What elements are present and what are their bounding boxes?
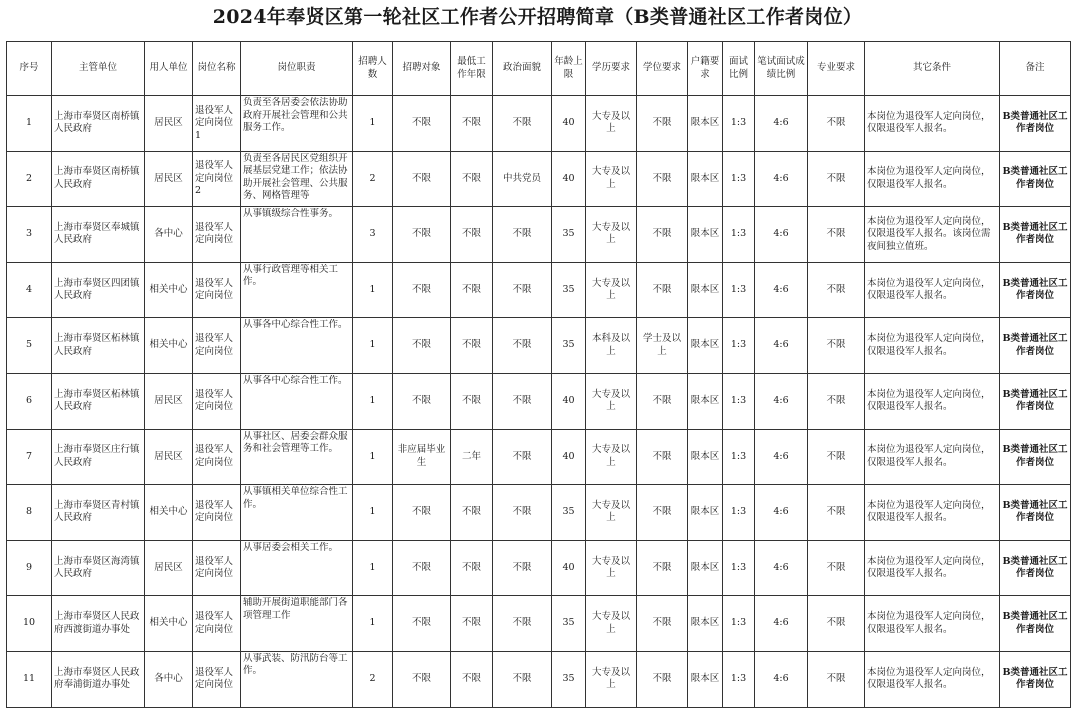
row-number: 5 [7,318,52,374]
min-years-cell: 不限 [451,318,493,374]
education-cell: 大专及以上 [586,373,637,429]
employer-cell: 居民区 [145,373,193,429]
target-cell: 不限 [393,318,451,374]
duty-cell [241,429,353,485]
min-years-cell: 不限 [451,540,493,596]
column-header: 用人单位 [145,42,193,96]
table-row [7,151,1071,207]
table-row [7,429,1071,485]
education-cell: 大专及以上 [586,207,637,263]
interview-ratio-cell: 1:3 [723,207,755,263]
table-row [7,96,1071,152]
target-cell: 不限 [393,540,451,596]
post-name-cell: 退役军人定向岗位 [193,651,241,707]
political-status-cell: 中共党员 [493,151,552,207]
score-ratio-cell: 4:6 [755,262,808,318]
row-number: 7 [7,429,52,485]
other-conditions-cell: 本岗位为退役军人定向岗位，仅限退役军人报名。 [865,540,1000,596]
duty-cell [241,540,353,596]
other-conditions-cell: 本岗位为退役军人定向岗位，仅限退役军人报名。 [865,151,1000,207]
duty-cell [241,262,353,318]
hire-count-cell: 1 [353,373,393,429]
supervising-dept-cell: 上海市奉贤区四团镇人民政府 [52,262,145,318]
education-cell: 大专及以上 [586,651,637,707]
min-years-cell: 二年 [451,429,493,485]
table-row [7,207,1071,263]
degree-cell: 不限 [637,596,688,652]
age-limit-cell: 35 [552,651,586,707]
supervising-dept-cell: 上海市奉贤区奉城镇人民政府 [52,207,145,263]
duty-text: 从事镇级综合性事务。 [243,208,339,220]
min-years-cell: 不限 [451,151,493,207]
column-header: 岗位名称 [193,42,241,96]
major-cell: 不限 [808,429,865,485]
column-header: 专业要求 [808,42,865,96]
other-conditions-cell: 本岗位为退役军人定向岗位，仅限退役军人报名。 [865,262,1000,318]
hire-count-cell: 1 [353,540,393,596]
political-status-cell: 不限 [493,540,552,596]
column-header: 序号 [7,42,52,96]
employer-cell: 相关中心 [145,485,193,541]
other-conditions-cell: 本岗位为退役军人定向岗位，仅限退役军人报名。 [865,318,1000,374]
political-status-cell: 不限 [493,96,552,152]
duty-text: 从事镇相关单位综合性工作。 [243,486,348,510]
column-header: 政治面貌 [493,42,552,96]
supervising-dept-cell: 上海市奉贤区南桥镇人民政府 [52,151,145,207]
remark-cell: B类普通社区工作者岗位 [1000,207,1071,263]
interview-ratio-cell: 1:3 [723,373,755,429]
min-years-cell: 不限 [451,207,493,263]
min-years-cell: 不限 [451,485,493,541]
supervising-dept-cell: 上海市奉贤区青村镇人民政府 [52,485,145,541]
hukou-cell: 限本区 [688,596,723,652]
education-cell: 大专及以上 [586,262,637,318]
post-name-cell: 退役军人定向岗位2 [193,151,241,207]
min-years-cell: 不限 [451,651,493,707]
education-cell: 大专及以上 [586,429,637,485]
interview-ratio-cell: 1:3 [723,318,755,374]
employer-cell: 相关中心 [145,318,193,374]
duty-cell [241,207,353,263]
column-header: 面试比例 [723,42,755,96]
political-status-cell: 不限 [493,373,552,429]
target-cell: 不限 [393,485,451,541]
post-name-cell: 退役军人定向岗位 [193,429,241,485]
table-row [7,318,1071,374]
political-status-cell: 不限 [493,318,552,374]
duty-text: 从事各中心综合性工作。 [243,374,348,386]
hukou-cell: 限本区 [688,318,723,374]
hire-count-cell: 3 [353,207,393,263]
supervising-dept-cell: 上海市奉贤区柘林镇人民政府 [52,373,145,429]
duty-text: 从事行政管理等相关工作。 [243,263,339,288]
post-name-cell: 退役军人定向岗位 [193,540,241,596]
table-header-row [7,42,1071,96]
degree-cell: 不限 [637,540,688,596]
age-limit-cell: 40 [552,96,586,152]
remark-cell: B类普通社区工作者岗位 [1000,429,1071,485]
political-status-cell: 不限 [493,485,552,541]
min-years-cell: 不限 [451,373,493,429]
page-title: 2024年奉贤区第一轮社区工作者公开招聘简章（B类普通社区工作者岗位） [212,6,863,28]
hire-count-cell: 2 [353,151,393,207]
hire-count-cell: 1 [353,262,393,318]
duty-text: 从事武装、防汛防台等工作。 [243,652,348,677]
hukou-cell: 限本区 [688,207,723,263]
hire-count-cell: 1 [353,485,393,541]
duty-text: 负责至各居民区党组织开展基层党建工作；依法协助开展社会管理、公共服务、网格管理等 [243,152,348,202]
column-header: 学历要求 [586,42,637,96]
hire-count-cell: 1 [353,96,393,152]
hire-count-cell: 1 [353,596,393,652]
age-limit-cell: 40 [552,429,586,485]
major-cell: 不限 [808,540,865,596]
supervising-dept-cell: 上海市奉贤区人民政府奉浦街道办事处 [52,651,145,707]
education-cell: 大专及以上 [586,540,637,596]
age-limit-cell: 35 [552,318,586,374]
remark-cell: B类普通社区工作者岗位 [1000,651,1071,707]
hukou-cell: 限本区 [688,151,723,207]
hukou-cell: 限本区 [688,262,723,318]
score-ratio-cell: 4:6 [755,651,808,707]
post-name-cell: 退役军人定向岗位 [193,318,241,374]
row-number: 10 [7,596,52,652]
row-number: 11 [7,651,52,707]
interview-ratio-cell: 1:3 [723,651,755,707]
post-name-cell: 退役军人定向岗位1 [193,96,241,152]
column-header: 笔试面试成绩比例 [755,42,808,96]
target-cell: 不限 [393,373,451,429]
table-row [7,540,1071,596]
supervising-dept-cell: 上海市奉贤区人民政府西渡街道办事处 [52,596,145,652]
table-row [7,262,1071,318]
target-cell: 不限 [393,262,451,318]
political-status-cell: 不限 [493,262,552,318]
score-ratio-cell: 4:6 [755,429,808,485]
hire-count-cell: 1 [353,429,393,485]
table-row [7,651,1071,707]
min-years-cell: 不限 [451,262,493,318]
remark-cell: B类普通社区工作者岗位 [1000,540,1071,596]
post-name-cell: 退役军人定向岗位 [193,207,241,263]
interview-ratio-cell: 1:3 [723,262,755,318]
political-status-cell: 不限 [493,207,552,263]
remark-cell: B类普通社区工作者岗位 [1000,151,1071,207]
score-ratio-cell: 4:6 [755,596,808,652]
interview-ratio-cell: 1:3 [723,96,755,152]
column-header: 备注 [1000,42,1071,96]
column-header: 主管单位 [52,42,145,96]
other-conditions-cell: 本岗位为退役军人定向岗位，仅限退役军人报名。 [865,373,1000,429]
other-conditions-cell: 本岗位为退役军人定向岗位，仅限退役军人报名。 [865,596,1000,652]
education-cell: 大专及以上 [586,485,637,541]
score-ratio-cell: 4:6 [755,318,808,374]
degree-cell: 不限 [637,373,688,429]
major-cell: 不限 [808,373,865,429]
remark-cell: B类普通社区工作者岗位 [1000,596,1071,652]
target-cell: 不限 [393,96,451,152]
degree-cell: 不限 [637,429,688,485]
remark-cell: B类普通社区工作者岗位 [1000,262,1071,318]
employer-cell: 各中心 [145,207,193,263]
major-cell: 不限 [808,207,865,263]
education-cell: 大专及以上 [586,151,637,207]
other-conditions-cell: 本岗位为退役军人定向岗位，仅限退役军人报名。 [865,485,1000,541]
duty-cell [241,651,353,707]
column-header: 户籍要求 [688,42,723,96]
hukou-cell: 限本区 [688,540,723,596]
degree-cell: 不限 [637,96,688,152]
remark-cell: B类普通社区工作者岗位 [1000,318,1071,374]
supervising-dept-cell: 上海市奉贤区南桥镇人民政府 [52,96,145,152]
supervising-dept-cell: 上海市奉贤区庄行镇人民政府 [52,429,145,485]
other-conditions-cell: 本岗位为退役军人定向岗位，仅限退役军人报名。 [865,651,1000,707]
employer-cell: 相关中心 [145,262,193,318]
age-limit-cell: 35 [552,485,586,541]
remark-cell: B类普通社区工作者岗位 [1000,485,1071,541]
age-limit-cell: 40 [552,151,586,207]
duty-cell [241,96,353,152]
political-status-cell: 不限 [493,651,552,707]
hukou-cell: 限本区 [688,651,723,707]
score-ratio-cell: 4:6 [755,207,808,263]
column-header: 学位要求 [637,42,688,96]
score-ratio-cell: 4:6 [755,485,808,541]
row-number: 8 [7,485,52,541]
education-cell: 大专及以上 [586,596,637,652]
employer-cell: 居民区 [145,429,193,485]
duty-text: 从事各中心综合性工作。 [243,319,348,331]
education-cell: 大专及以上 [586,96,637,152]
duty-text: 辅助开展街道职能部门各项管理工作 [243,597,348,621]
duty-text: 从事社区、居委会群众服务和社会管理等工作。 [243,430,348,455]
hukou-cell: 限本区 [688,429,723,485]
other-conditions-cell: 本岗位为退役军人定向岗位，仅限退役军人报名。 [865,429,1000,485]
min-years-cell: 不限 [451,96,493,152]
employer-cell: 各中心 [145,651,193,707]
interview-ratio-cell: 1:3 [723,151,755,207]
employer-cell: 居民区 [145,540,193,596]
duty-cell [241,318,353,374]
interview-ratio-cell: 1:3 [723,596,755,652]
hire-count-cell: 2 [353,651,393,707]
degree-cell: 不限 [637,207,688,263]
age-limit-cell: 40 [552,540,586,596]
education-cell: 本科及以上 [586,318,637,374]
hire-count-cell: 1 [353,318,393,374]
remark-cell: B类普通社区工作者岗位 [1000,96,1071,152]
row-number: 2 [7,151,52,207]
major-cell: 不限 [808,485,865,541]
row-number: 3 [7,207,52,263]
post-name-cell: 退役军人定向岗位 [193,373,241,429]
age-limit-cell: 35 [552,596,586,652]
interview-ratio-cell: 1:3 [723,429,755,485]
political-status-cell: 不限 [493,429,552,485]
supervising-dept-cell: 上海市奉贤区海湾镇人民政府 [52,540,145,596]
political-status-cell: 不限 [493,596,552,652]
row-number: 1 [7,96,52,152]
target-cell: 不限 [393,151,451,207]
major-cell: 不限 [808,596,865,652]
post-name-cell: 退役军人定向岗位 [193,596,241,652]
score-ratio-cell: 4:6 [755,96,808,152]
post-name-cell: 退役军人定向岗位 [193,485,241,541]
employer-cell: 居民区 [145,96,193,152]
column-header: 招聘人数 [353,42,393,96]
duty-text: 负责至各居委会依法协助政府开展社会管理和公共服务工作。 [243,97,348,133]
column-header: 岗位职责 [241,42,353,96]
table-row [7,596,1071,652]
table-body [7,96,1071,708]
post-name-cell: 退役军人定向岗位 [193,262,241,318]
supervising-dept-cell: 上海市奉贤区柘林镇人民政府 [52,318,145,374]
score-ratio-cell: 4:6 [755,151,808,207]
degree-cell: 不限 [637,485,688,541]
other-conditions-cell: 本岗位为退役军人定向岗位，仅限退役军人报名。 [865,96,1000,152]
degree-cell: 不限 [637,651,688,707]
degree-cell: 不限 [637,151,688,207]
table-row [7,485,1071,541]
target-cell: 不限 [393,207,451,263]
table-row [7,373,1071,429]
major-cell: 不限 [808,318,865,374]
target-cell: 不限 [393,596,451,652]
min-years-cell: 不限 [451,596,493,652]
score-ratio-cell: 4:6 [755,540,808,596]
duty-cell [241,151,353,207]
target-cell: 非应届毕业生 [393,429,451,485]
major-cell: 不限 [808,151,865,207]
duty-cell [241,596,353,652]
major-cell: 不限 [808,96,865,152]
recruitment-table [6,41,1071,708]
employer-cell: 居民区 [145,151,193,207]
row-number: 9 [7,540,52,596]
major-cell: 不限 [808,651,865,707]
interview-ratio-cell: 1:3 [723,540,755,596]
interview-ratio-cell: 1:3 [723,485,755,541]
major-cell: 不限 [808,262,865,318]
column-header: 其它条件 [865,42,1000,96]
column-header: 招聘对象 [393,42,451,96]
remark-cell: B类普通社区工作者岗位 [1000,373,1071,429]
row-number: 6 [7,373,52,429]
duty-cell [241,373,353,429]
degree-cell: 学士及以上 [637,318,688,374]
hukou-cell: 限本区 [688,485,723,541]
duty-cell [241,485,353,541]
column-header: 年龄上限 [552,42,586,96]
age-limit-cell: 35 [552,207,586,263]
column-header: 最低工作年限 [451,42,493,96]
age-limit-cell: 40 [552,373,586,429]
hukou-cell: 限本区 [688,373,723,429]
age-limit-cell: 35 [552,262,586,318]
degree-cell: 不限 [637,262,688,318]
target-cell: 不限 [393,651,451,707]
duty-text: 从事居委会相关工作。 [243,541,339,553]
other-conditions-cell: 本岗位为退役军人定向岗位，仅限退役军人报名。该岗位需夜间独立值班。 [865,207,1000,263]
score-ratio-cell: 4:6 [755,373,808,429]
hukou-cell: 限本区 [688,96,723,152]
row-number: 4 [7,262,52,318]
employer-cell: 相关中心 [145,596,193,652]
